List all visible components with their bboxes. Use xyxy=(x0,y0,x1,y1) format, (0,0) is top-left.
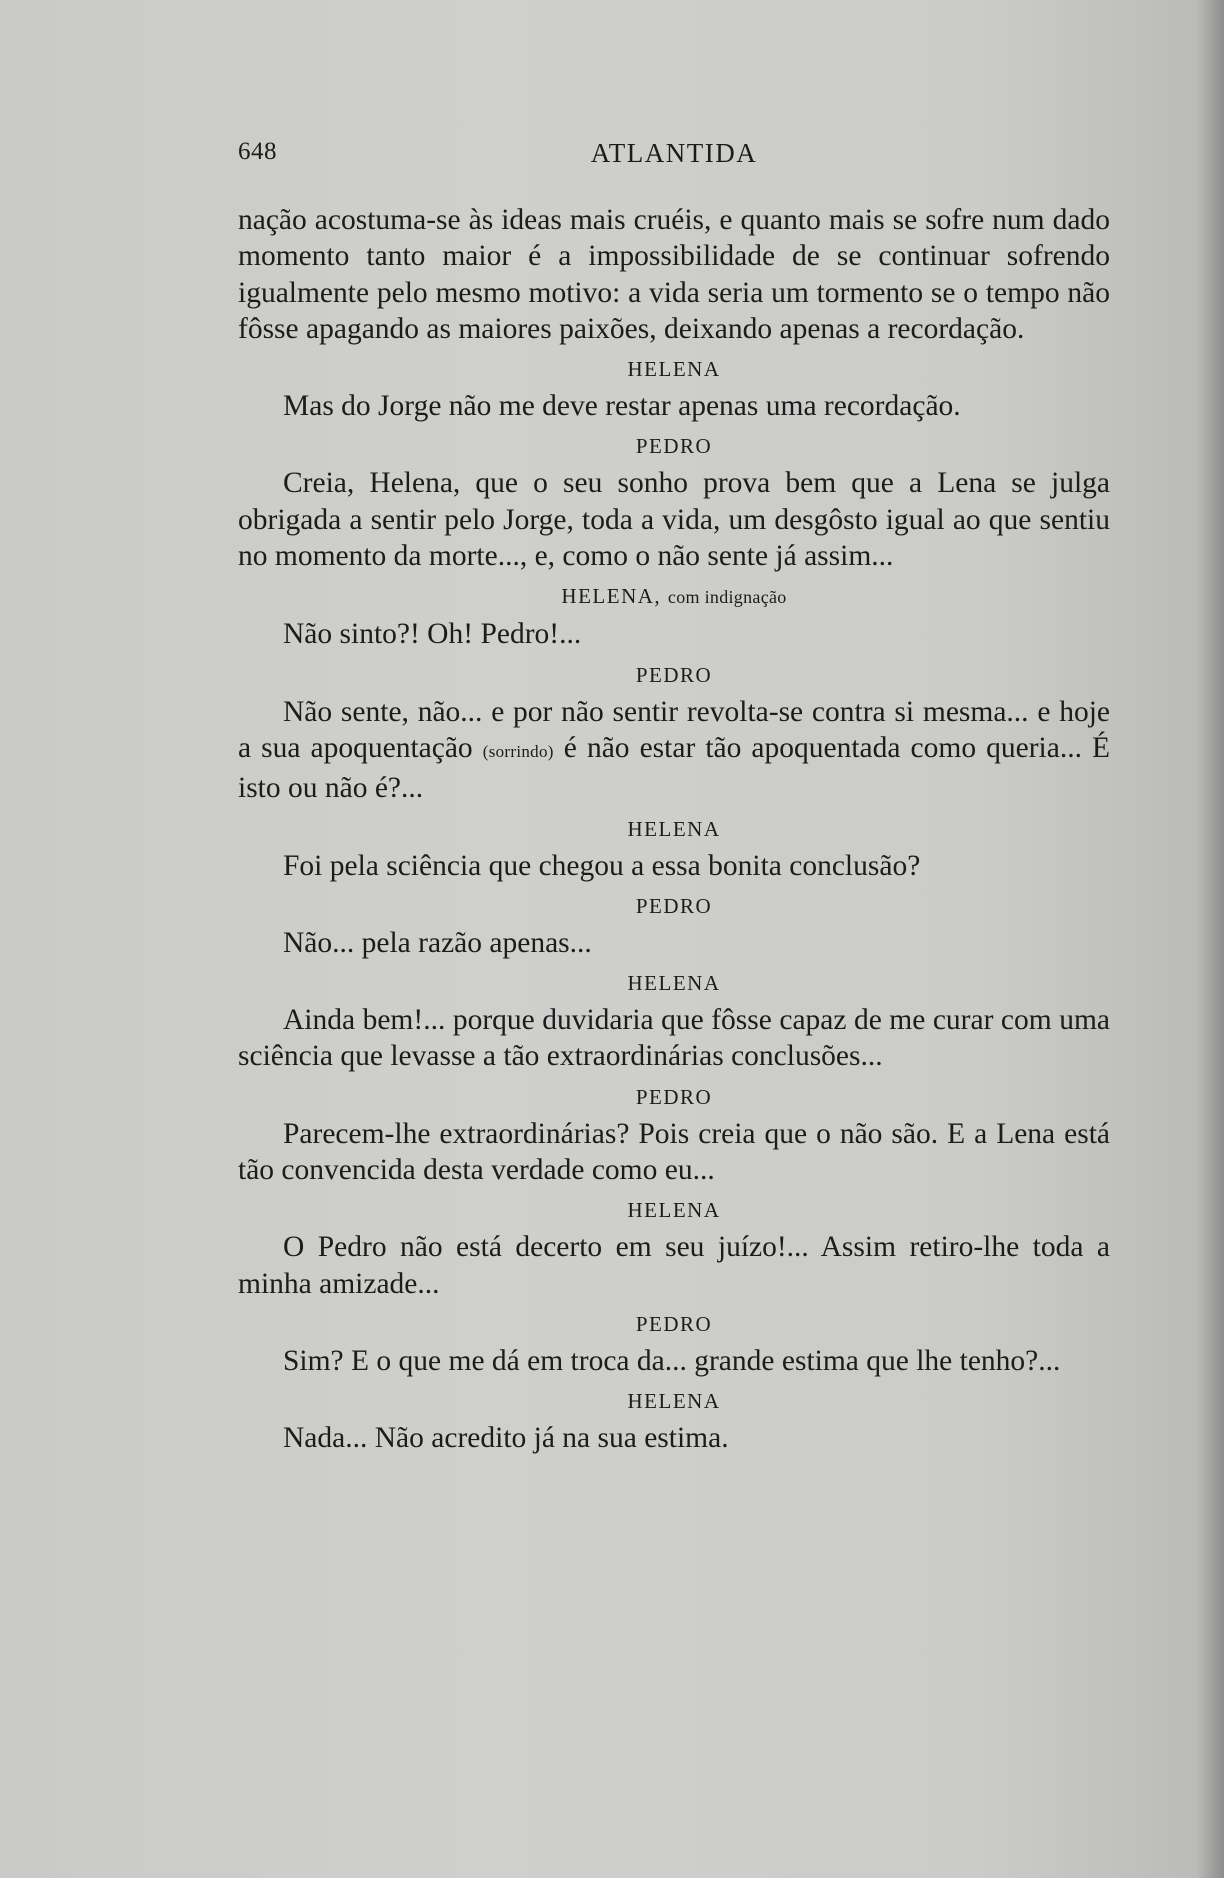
speaker-pedro: PEDRO xyxy=(635,662,713,687)
page-number: 648 xyxy=(238,138,277,165)
opening-paragraph: nação acostuma-se às ideas mais cruéis, e quanto mais se sofre num dado momento tanto maior é a impossibilidade de se continuar sofrendo igualmente pelo mesmo motivo: a vida seria um tormento se o tempo não fôsse apagando as maiores paixões, deixando apenas a recordação. xyxy=(238,204,1110,345)
speaker-pedro: PEDRO xyxy=(635,434,713,459)
speaker-helena: HELENA xyxy=(627,816,721,841)
speaker-helena: HELENA xyxy=(627,1389,721,1414)
dialogue-line: Ainda bem!... porque duvidaria que fôsse capaz de me curar com uma sciência que levasse a tão extraordinárias conclusões... xyxy=(238,1004,1110,1073)
page-body xyxy=(238,202,1110,1457)
speaker-name: HELENA, xyxy=(561,584,662,609)
speaker-pedro: PEDRO xyxy=(635,1084,713,1109)
dialogue-line-part: Não sente, não... e por não sentir revolta-se contra si mesma... e hoje a sua apoquentação xyxy=(238,695,1110,764)
speaker-helena-with-direction xyxy=(238,584,1110,609)
running-head xyxy=(238,138,1110,172)
dialogue-line-part: é não estar tão apoquentada como queria... É isto ou não é?... xyxy=(238,731,1111,805)
dialogue-line: Mas do Jorge não me deve restar apenas uma recordação. xyxy=(283,390,961,423)
dialogue-line: Foi pela sciência que chegou a essa bonita conclusão? xyxy=(283,849,921,882)
dialogue-line: Não... pela razão apenas... xyxy=(283,926,592,959)
dialogue-line: Parecem-lhe extraordinárias? Pois creia que o não são. E a Lena está tão convencida desta verdade como eu... xyxy=(238,1117,1110,1187)
dialogue-line: Creia, Helena, que o seu sonho prova bem que a Lena se julga obrigada a sentir pelo Jorge, toda a vida, um desgôsto igual ao que sentiu no momento da morte..., e, como o não sente já assim... xyxy=(238,467,1110,573)
dialogue-line: Nada... Não acredito já na sua estima. xyxy=(283,1422,729,1455)
speaker-helena: HELENA xyxy=(627,971,721,996)
dialogue-line: O Pedro não está decerto em seu juízo!... Assim retiro-lhe toda a minha amizade... xyxy=(238,1231,1110,1300)
running-title: ATLANTIDA xyxy=(590,138,758,168)
stage-direction: com indignação xyxy=(667,587,787,608)
speaker-pedro: PEDRO xyxy=(635,1311,713,1336)
speaker-helena: HELENA xyxy=(627,1198,721,1223)
speaker-helena: HELENA xyxy=(627,357,721,382)
inline-stage-direction: (sorrindo) xyxy=(482,741,554,761)
dialogue-line: Sim? E o que me dá em troca da... grande estima que lhe tenho?... xyxy=(283,1344,1061,1377)
page-edge-shadow xyxy=(1196,0,1224,1878)
speaker-pedro: PEDRO xyxy=(635,893,713,918)
dialogue-line xyxy=(238,694,1110,807)
dialogue-line: Não sinto?! Oh! Pedro!... xyxy=(283,618,582,651)
